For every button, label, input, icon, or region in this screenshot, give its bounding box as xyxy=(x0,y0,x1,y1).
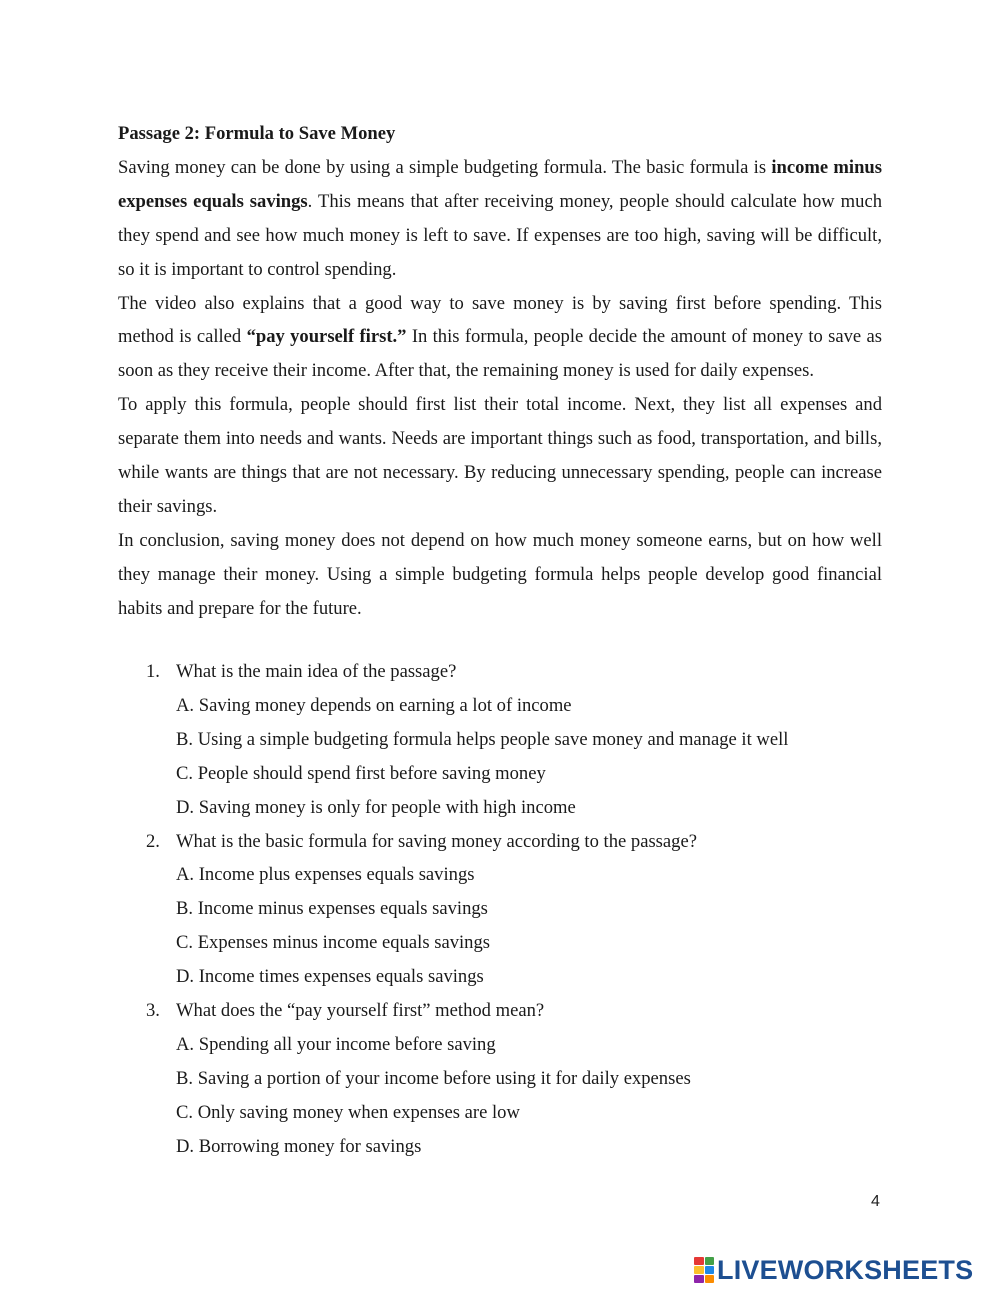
question-number: 2. xyxy=(146,830,160,852)
paragraph-1-bold: income minus expenses equals savings xyxy=(118,156,882,212)
logo-tile xyxy=(694,1257,704,1265)
paragraph-4: In conclusion, saving money does not depend on how much money someone earns, but on how well they manage their money. Using a simple budgeting formula helps people develop good financial habits and prepare for the future. xyxy=(118,529,882,619)
brand-text: LIVEWORKSHEETS xyxy=(717,1254,974,1285)
paragraph-2-text-a: The video also explains that a good way to save money is by saving first before spending. This method is called xyxy=(118,292,882,348)
answer-option[interactable]: C. Only saving money when expenses are low xyxy=(176,1101,520,1123)
question-3 xyxy=(118,994,882,1164)
page-number: 4 xyxy=(871,1193,880,1210)
paragraph-1-text-a: Saving money can be done by using a simple budgeting formula. The basic formula is xyxy=(118,156,772,178)
question-2 xyxy=(118,825,882,995)
paragraph-2 xyxy=(118,287,882,389)
question-text: What is the main idea of the passage? xyxy=(176,661,457,682)
answer-option[interactable]: D. Borrowing money for savings xyxy=(176,1135,422,1157)
passage xyxy=(118,117,882,626)
answer-option[interactable]: D. Income times expenses equals savings xyxy=(176,966,484,988)
logo-tile xyxy=(705,1257,715,1265)
logo-tile xyxy=(705,1266,715,1274)
paragraph-3: To apply this formula, people should first list their total income. Next, they list all expenses and separate them into needs and wants. Needs are important things such as food, transportation, and bills, while wants are things that are not necessary. By reducing unnecessary spending, people can increase their savings. xyxy=(118,394,882,517)
answer-option[interactable]: D. Saving money is only for people with high income xyxy=(176,796,576,818)
answer-option[interactable]: C. People should spend first before saving money xyxy=(176,762,546,784)
liveworksheets-brand[interactable] xyxy=(694,1255,973,1285)
passage-title: Passage 2: Formula to Save Money xyxy=(118,123,396,144)
answer-option[interactable]: B. Using a simple budgeting formula helps people save money and manage it well xyxy=(176,728,789,750)
answer-option[interactable]: A. Income plus expenses equals savings xyxy=(176,864,475,886)
answer-option[interactable]: A. Spending all your income before saving xyxy=(176,1033,496,1055)
question-list xyxy=(118,655,882,1164)
logo-tile xyxy=(705,1275,715,1283)
paragraph-2-text-c: In this formula, people decide the amount of money to save as soon as they receive their income. After that, the remaining money is used for daily expenses. xyxy=(118,326,882,382)
answer-option[interactable]: A. Saving money depends on earning a lot of income xyxy=(176,694,572,716)
answer-option[interactable]: B. Income minus expenses equals savings xyxy=(176,898,488,920)
question-number: 3. xyxy=(146,1000,160,1022)
question-text: What does the “pay yourself first” method mean? xyxy=(176,1000,545,1022)
answer-option[interactable]: B. Saving a portion of your income before using it for daily expenses xyxy=(176,1067,691,1089)
answer-option[interactable]: C. Expenses minus income equals savings xyxy=(176,932,490,954)
paragraph-1-text-c: . This means that after receiving money, people should calculate how much they spend and see how much money is left to save. If expenses are too high, saving will be difficult, so it is important to control spending. xyxy=(118,190,882,280)
logo-tile xyxy=(694,1266,704,1274)
paragraph-2-bold: “pay yourself first.” xyxy=(246,326,407,348)
question-1 xyxy=(118,655,882,825)
question-number: 1. xyxy=(146,661,160,682)
paragraph-1 xyxy=(118,151,882,287)
question-text: What is the basic formula for saving money according to the passage? xyxy=(176,830,697,852)
logo-tile xyxy=(694,1275,704,1283)
liveworksheets-logo-icon xyxy=(694,1257,714,1283)
